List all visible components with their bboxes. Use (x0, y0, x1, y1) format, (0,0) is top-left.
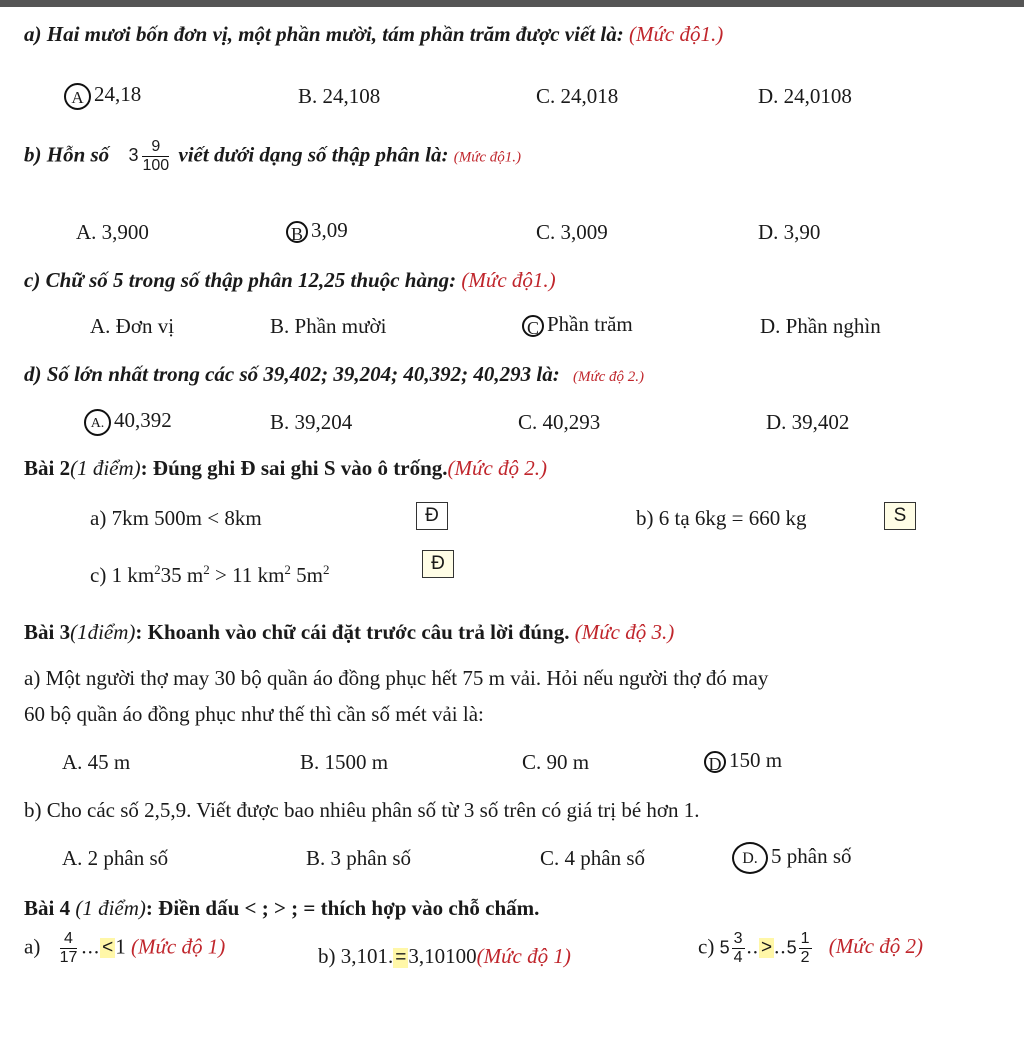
bai3-a-line2: 60 bộ quần áo đồng phục như thế thì cần số mét vải là: (24, 702, 484, 726)
question-text: Chữ số 5 trong số thập phân 12,25 thuộc hàng: (45, 268, 457, 292)
numerator: 1 (800, 930, 810, 947)
answer-box-b[interactable]: S (884, 502, 916, 530)
option-text: 150 m (729, 748, 783, 772)
section-title: Bài 4 (24, 896, 71, 920)
option-letter: B. (300, 750, 320, 774)
question-d (24, 362, 644, 387)
item-value: 3,10100 (408, 944, 477, 968)
answer-fill-b[interactable]: = (395, 947, 407, 968)
option-text: Phần mười (294, 314, 387, 338)
option-a-D[interactable] (758, 84, 852, 109)
option-letter: B. (298, 84, 318, 108)
bai2-heading (24, 456, 547, 481)
option-text: 3,900 (101, 220, 149, 244)
option-text: 24,18 (94, 82, 142, 106)
option-a-B[interactable] (298, 84, 380, 109)
level-tag: (Mức độ 2) (828, 934, 924, 959)
option-letter: B. (270, 410, 290, 434)
level-tag: (Mức độ1.) (453, 149, 522, 166)
option-c-A[interactable] (90, 314, 174, 339)
level-tag: (Mức độ 2.) (447, 456, 548, 480)
option-text: 39,402 (791, 410, 850, 434)
option-text: 1500 m (324, 750, 389, 774)
option-3a-A[interactable] (62, 750, 130, 775)
option-3b-C[interactable] (540, 846, 645, 871)
fraction (799, 930, 812, 967)
item-value: 3,101. (340, 944, 394, 968)
section-points: (1điểm) (70, 620, 136, 644)
question-text: viết dưới dạng số thập phân là: (178, 142, 449, 167)
option-letter: A. (62, 846, 83, 870)
level-tag: (Mức độ1.) (628, 22, 724, 46)
option-letter: D. (758, 220, 779, 244)
option-letter: C. (522, 750, 542, 774)
option-3a-D[interactable] (704, 748, 782, 773)
option-letter: B. (270, 314, 290, 338)
section-title: Bài 2 (24, 456, 71, 480)
option-text: 24,018 (560, 84, 619, 108)
option-d-D[interactable] (766, 410, 849, 435)
option-a-A[interactable] (64, 82, 141, 110)
option-b-D[interactable] (758, 220, 820, 245)
option-letter: C. (536, 84, 556, 108)
question-label: b) (24, 142, 42, 167)
fraction (732, 930, 745, 967)
level-tag: (Mức độ 1) (476, 944, 571, 968)
mixed-fraction (142, 138, 169, 175)
option-text: 45 m (87, 750, 131, 774)
item-label: b) (318, 944, 336, 968)
bai3-a-line1: a) Một người thợ may 30 bộ quần áo đồng phục hết 75 m vải. Hỏi nếu người thợ đó may (24, 666, 769, 690)
bai3-heading (24, 620, 674, 645)
option-c-C[interactable] (522, 312, 633, 337)
bai2-item-b (636, 506, 807, 531)
fraction (60, 930, 78, 967)
bai2-item-a (90, 506, 262, 531)
bai4-item-b (318, 944, 571, 969)
option-text: 40,392 (114, 408, 172, 432)
item-expr: > 11 km (215, 563, 285, 587)
circled-letter: A. (84, 409, 111, 436)
section-instruction: : Điền dấu < ; > ; = thích hợp vào chỗ chấm. (145, 896, 540, 920)
item-expr: 6 tạ 6kg = 660 kg (658, 506, 807, 530)
question-label: a) (24, 22, 42, 46)
answer-box-a[interactable]: Đ (416, 502, 448, 530)
bai3-b-line1: b) Cho các số 2,5,9. Viết được bao nhiêu phân số từ 3 số trên có giá trị bé hơn 1. (24, 798, 700, 822)
option-d-B[interactable] (270, 410, 352, 435)
question-text: Hai mươi bốn đơn vị, một phần mười, tám phần trăm được viết là: (46, 22, 624, 46)
item-expr: 1 km (111, 563, 155, 587)
option-3b-D[interactable] (732, 842, 852, 874)
option-letter: D. (758, 84, 779, 108)
option-b-A[interactable] (76, 220, 149, 245)
option-text: 4 phân số (564, 846, 646, 870)
item-value: 1 (115, 934, 126, 959)
option-d-C[interactable] (518, 410, 600, 435)
question-label: d) (24, 362, 42, 386)
question-b (24, 138, 521, 175)
top-border (0, 0, 1024, 7)
numerator: 4 (60, 930, 78, 949)
circled-letter: A (64, 83, 91, 110)
item-expr: 35 m (160, 563, 204, 587)
section-title: Bài 3 (24, 620, 71, 644)
option-text: 39,204 (294, 410, 353, 434)
item-label: a) (90, 506, 107, 530)
option-text: 3,90 (783, 220, 821, 244)
numerator: 3 (733, 930, 743, 947)
bai4-item-c: c) 5 $\frac{3}{4}$ .. >..5 $\frac{1}{2}$ (Mức độ 2) (698, 930, 924, 966)
superscript: 2 (203, 562, 210, 577)
item-expr: 7km 500m < 8km (111, 506, 262, 530)
question-c (24, 268, 556, 293)
section-points: (1 điểm) (75, 896, 146, 920)
option-text: 24,0108 (783, 84, 852, 108)
option-text: Phần trăm (547, 312, 633, 336)
superscript: 2 (154, 562, 161, 577)
bai2-item-c (90, 562, 330, 588)
option-b-C[interactable] (536, 220, 608, 245)
option-3a-B[interactable] (300, 750, 388, 775)
option-text: 90 m (546, 750, 590, 774)
question-text: Hỗn số (46, 142, 110, 167)
option-letter: C. (518, 410, 538, 434)
mixed-whole: 5 (786, 937, 797, 958)
item-label: c) (698, 934, 715, 959)
option-letter: C. (536, 220, 556, 244)
item-label: a) (24, 934, 41, 959)
item-label: c) (90, 563, 107, 587)
option-letter: B. (306, 846, 326, 870)
option-text: 3,009 (560, 220, 608, 244)
question-text: Số lớn nhất trong các số 39,402; 39,204; 40,392; 40,293 là: (46, 362, 560, 386)
option-text: 3,09 (311, 218, 348, 242)
option-a-C[interactable] (536, 84, 618, 109)
option-text: 3 phân số (330, 846, 412, 870)
superscript: 2 (323, 562, 330, 577)
option-c-B[interactable] (270, 314, 386, 339)
level-tag: (Mức độ 2.) (572, 369, 645, 385)
option-letter: D. (766, 410, 787, 434)
option-letter: A. (90, 314, 111, 338)
denominator: 4 (733, 949, 743, 966)
section-instruction: : Khoanh vào chữ cái đặt trước câu trả lời đúng. (135, 620, 570, 644)
question-label: c) (24, 268, 41, 292)
option-d-A[interactable] (84, 408, 172, 436)
item-label: b) (636, 506, 654, 530)
option-letter: A. (62, 750, 83, 774)
level-tag: (Mức độ 1) (130, 934, 226, 959)
answer-fill-a[interactable]: < (102, 937, 114, 959)
bai4-heading (24, 896, 539, 921)
option-text: Đơn vị (115, 314, 175, 338)
option-text: Phần nghìn (785, 314, 881, 338)
denominator: 17 (59, 949, 78, 966)
section-instruction: : Đúng ghi Đ sai ghi S vào ô trống. (140, 456, 448, 480)
bai4-item-a: a) $\frac{4}{17}$ ... <1 (Mức độ 1) (24, 930, 226, 966)
superscript: 2 (284, 562, 291, 577)
item-expr: 5m (296, 563, 324, 587)
level-tag: (Mức độ 3.) (574, 620, 675, 644)
option-c-D[interactable] (760, 314, 881, 339)
option-text: 40,293 (542, 410, 601, 434)
circled-letter: D. (732, 842, 768, 874)
circled-letter: C (522, 315, 544, 337)
answer-box-c[interactable]: Đ (422, 550, 454, 578)
option-b-B[interactable] (286, 218, 348, 243)
numerator: 9 (142, 138, 169, 157)
option-3b-A[interactable] (62, 846, 168, 871)
mixed-whole: 5 (719, 937, 730, 958)
option-text: 24,108 (322, 84, 381, 108)
option-3b-B[interactable] (306, 846, 411, 871)
option-3a-C[interactable] (522, 750, 589, 775)
level-tag: (Mức độ1.) (461, 268, 556, 292)
section-points: (1 điểm) (70, 456, 141, 480)
option-letter: D. (760, 314, 781, 338)
option-letter: C. (540, 846, 560, 870)
option-text: 5 phân số (771, 843, 852, 868)
mixed-whole: 3 (128, 145, 139, 166)
denominator: 2 (800, 949, 810, 966)
circled-letter: B (286, 221, 308, 243)
option-text: 2 phân số (87, 846, 169, 870)
option-letter: A. (76, 220, 97, 244)
question-a (24, 22, 723, 47)
denominator: 100 (142, 157, 170, 174)
circled-letter: D (704, 751, 726, 773)
answer-fill-c[interactable]: > (761, 937, 773, 959)
